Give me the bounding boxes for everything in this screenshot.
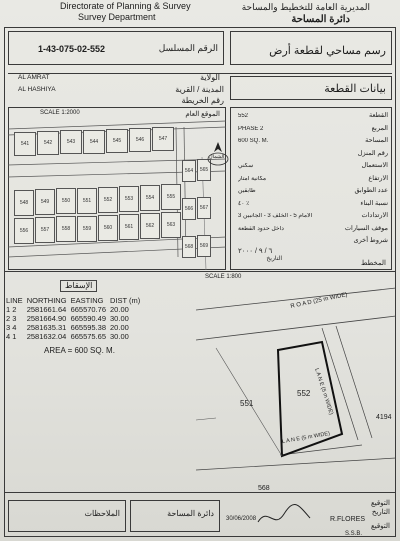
parcel-number: 543	[66, 139, 76, 146]
city-value: AL HASHIYA	[18, 86, 56, 93]
plot-row-label: القطعة	[368, 112, 388, 119]
coordinate-row	[6, 332, 144, 341]
plot-row-value: PHASE 2	[238, 125, 264, 132]
plot-row-value: الأمام 5 - الخلف 3 - الجانبين 3	[238, 213, 313, 219]
parcel-cell	[14, 218, 34, 244]
plot-row-label: رقم المنزل	[357, 149, 388, 157]
parcel-number: 551	[82, 197, 92, 204]
parcel-number: 565	[199, 167, 209, 174]
parcel-cell	[140, 213, 160, 239]
col-northing: NORTHING	[26, 296, 67, 305]
parcel-number: 552	[103, 196, 113, 203]
parcel-number: 541	[20, 141, 30, 147]
parcel-cell	[35, 217, 55, 243]
parcel-cell	[35, 189, 55, 215]
plot-row-value: مكانية أمتار	[238, 175, 267, 182]
parcel-cell	[98, 215, 118, 241]
parcel-cell	[119, 214, 139, 240]
header-right-line2: دائرة المساحة	[291, 14, 350, 25]
coordinate-cell: 665595.38	[70, 323, 107, 332]
parcel-cell	[77, 188, 97, 214]
coordinate-cell: 3 4	[6, 323, 17, 332]
parcel-cell	[60, 130, 82, 154]
parcel-cell	[197, 197, 211, 219]
wilayat-value: AL AMRAT	[18, 74, 50, 81]
parcel-cell	[161, 212, 181, 238]
parcel-number: 567	[199, 205, 209, 212]
parcel-number: 556	[19, 228, 29, 234]
wilayat-label: الولاية	[200, 73, 220, 82]
coordinates-table	[6, 296, 144, 341]
footer-date-label: التاريخ	[371, 509, 390, 516]
parcel-number: 555	[166, 194, 176, 201]
parcel-cell	[37, 131, 59, 155]
parcel-number: 564	[184, 168, 194, 174]
plot-row-label: الارتدادات	[361, 212, 388, 219]
coordinate-cell: 2581632.04	[26, 332, 67, 341]
coordinate-cell: 665590.49	[70, 314, 107, 323]
plot-row-label: موقف السيارات	[344, 224, 388, 232]
parcel-number: 542	[43, 140, 53, 147]
plot-row-value: سكني	[238, 163, 254, 169]
plot-date-label: التاريخ	[266, 256, 282, 262]
plot-row-label: نسبة البناء	[360, 199, 388, 207]
parcel-number: 549	[40, 199, 50, 206]
north-label: الشمال	[209, 154, 225, 160]
serial-label: الرقم المسلسل	[158, 43, 218, 53]
parcel-number: 559	[82, 225, 92, 232]
document-title: رسم مساحي لقطعة أرض	[269, 45, 386, 57]
parcel-cell	[129, 128, 151, 152]
parcel-cell	[119, 186, 139, 212]
lane-right-label: L A N E (5 m WIDE)	[313, 367, 334, 416]
parcel-cell	[197, 235, 211, 257]
parcel-cell	[140, 185, 160, 211]
footer-date-value: 30/06/2008	[226, 516, 257, 522]
signature-label: التوقيع	[371, 500, 390, 507]
plot-right-number: 4194	[376, 414, 392, 421]
parcel-cell	[77, 216, 97, 242]
parcel-cell	[98, 187, 118, 213]
parcel-cell	[56, 188, 76, 214]
coordinate-cell: 2581664.90	[26, 314, 67, 323]
parcel-cell	[152, 127, 174, 151]
coordinate-cell: 665575.65	[70, 332, 107, 341]
area-text: AREA = 600 SQ. M.	[44, 346, 115, 355]
coordinate-row	[6, 305, 144, 314]
map-scale: SCALE 1:2000	[40, 110, 80, 116]
coordinates-title: الإسقاط	[60, 280, 97, 292]
parcel-cell	[182, 198, 196, 220]
plot-row-value: طابقين	[238, 188, 256, 194]
parcel-cell	[161, 184, 181, 210]
map-no-label: رقم الخريطة	[181, 96, 224, 105]
plot-row-label: شروط أخرى	[353, 237, 388, 244]
stamp-code: S.S.B.	[345, 531, 363, 537]
remarks-label: الملاحظات	[84, 509, 120, 518]
plot-row-label: عدد الطوابق	[354, 187, 388, 194]
parcel-number: 566	[184, 206, 194, 212]
parcel-number: 568	[184, 244, 194, 250]
map-label: الموقع العام	[185, 111, 220, 118]
serial-number: 1-43-075-02-552	[38, 44, 106, 54]
signature-scribble	[254, 500, 314, 532]
parcel-number: 563	[166, 222, 176, 229]
lane-bottom-label: L A N E (5 m WIDE)	[281, 430, 331, 446]
parcel-number: 561	[124, 224, 134, 230]
parcel-cell	[14, 190, 34, 216]
parcel-number: 560	[103, 224, 113, 231]
road-label: R O A D (25 m WIDE)	[290, 292, 349, 310]
header-left-line2: Survey Department	[78, 12, 156, 22]
coordinate-cell: 2581661.64	[26, 305, 67, 314]
coordinate-cell: 2581635.31	[26, 323, 67, 332]
parcel-number: 544	[89, 138, 99, 145]
parcel-cell	[83, 130, 105, 154]
plot-data-label: بيانات القطعة	[324, 83, 386, 95]
header-right-line1: المديرية العامة للتخطيط والمساحة	[241, 2, 370, 12]
parcel-number: 553	[124, 196, 134, 202]
parcel-cell	[14, 132, 36, 156]
col-dist: DIST (m)	[110, 296, 141, 305]
plot-row-label: الارتفاع	[368, 174, 388, 182]
parcel-number: 545	[112, 137, 122, 144]
parcel-number: 550	[61, 198, 71, 205]
sketch-scale: SCALE 1:800	[205, 274, 242, 280]
city-label: المدينة / القرية	[175, 85, 224, 94]
parcel-cell	[182, 236, 196, 258]
plot-row-value: ٤٠ ٪	[238, 200, 250, 207]
coordinate-cell: 1 2	[6, 305, 17, 314]
parcel-number: 569	[199, 243, 209, 250]
header-left-line1: Directorate of Planning & Survey	[60, 1, 191, 11]
coordinate-cell: 2 3	[6, 314, 17, 323]
plot-left-number: 551	[240, 399, 254, 408]
coordinate-cell: 20.00	[110, 305, 129, 314]
parcel-number: 562	[145, 223, 155, 230]
parcel-cell	[56, 216, 76, 242]
plot-sketch	[196, 280, 396, 490]
parcel-cell	[106, 129, 128, 153]
plot-bottom-number: 568	[258, 485, 270, 492]
parcel-cell	[182, 160, 196, 182]
plot-row-label: المساحة	[365, 137, 388, 144]
coordinate-row	[6, 314, 144, 323]
plot-row-value: 600 SQ. M.	[238, 138, 269, 144]
circle-label: دائرة المساحة	[167, 509, 214, 518]
coordinate-cell: 20.00	[110, 323, 129, 332]
parcel-number: 558	[61, 226, 71, 233]
plot-row-value: داخل حدود القطعة	[238, 225, 284, 232]
parcel-number: 547	[158, 136, 168, 143]
col-line: LINE	[6, 296, 23, 305]
coordinate-cell: 30.00	[110, 332, 129, 341]
col-easting: EASTING	[70, 296, 104, 305]
coordinate-cell: 4 1	[6, 332, 17, 341]
coordinate-row	[6, 323, 144, 332]
parcel-number: 548	[19, 200, 29, 206]
parcel-number: 546	[135, 137, 145, 143]
plot-row-label: الاستعمال	[361, 162, 388, 169]
parcel-number: 554	[145, 195, 155, 202]
plot-row-label: المربع	[371, 124, 388, 132]
plot-main-number: 552	[297, 389, 311, 398]
coordinate-cell: 665570.76	[70, 305, 107, 314]
plot-row-value: 552	[238, 113, 249, 119]
parcel-number: 557	[40, 227, 50, 234]
coordinate-cell: 30.00	[110, 314, 129, 323]
approved-label: المخطط	[360, 260, 386, 267]
signed-name: R.FLORES	[330, 516, 366, 523]
signature2-label: التوقيع	[371, 523, 390, 530]
plot-date-value: ٦ / ٩ / ٢٠٠٠	[238, 248, 273, 255]
